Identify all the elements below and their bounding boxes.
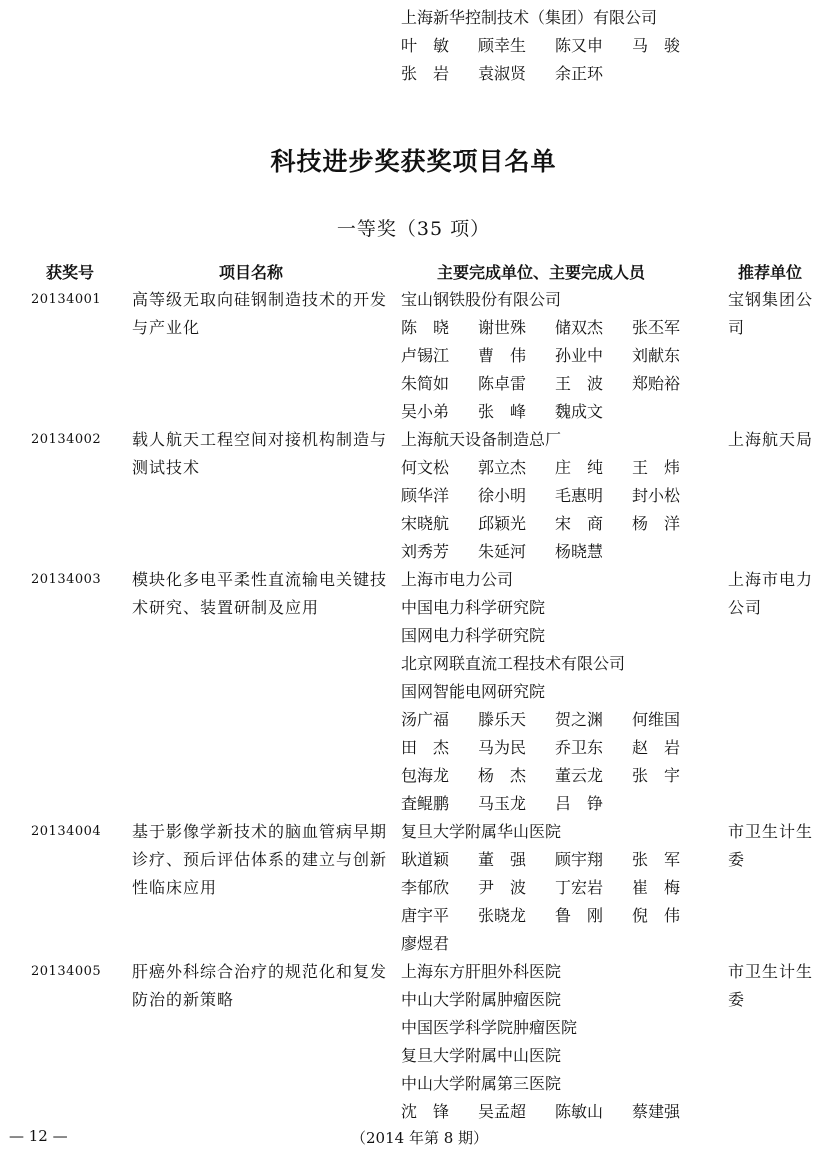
recommender: 上海市电力公司 [728, 570, 814, 617]
person-name: 陈又申 [555, 36, 604, 55]
award-number: 20134001 [31, 292, 102, 307]
person-name: 杨 洋 [632, 514, 681, 533]
recommender: 宝钢集团公司 [728, 290, 814, 337]
person-name: 丁宏岩 [555, 878, 604, 897]
completion-unit: 复旦大学附属中山医院 [401, 1046, 562, 1065]
completion-unit: 宝山钢铁股份有限公司 [401, 290, 562, 309]
person-name: 宋 商 [555, 514, 604, 533]
person-name: 赵 岩 [632, 738, 681, 757]
project-name: 基于影像学新技术的脑血管病早期诊疗、预后评估体系的建立与创新性临床应用 [132, 822, 388, 897]
people-row [401, 398, 632, 426]
person-name: 顾幸生 [478, 36, 527, 55]
recommender: 市卫生计生委 [728, 962, 814, 1009]
person-name: 汤广福 [401, 710, 450, 729]
person-name: 包海龙 [401, 766, 450, 785]
person-name: 吕 铮 [555, 794, 604, 813]
completion-unit: 中山大学附属肿瘤医院 [401, 990, 562, 1009]
person-name: 张 峰 [478, 402, 527, 421]
project-name: 模块化多电平柔性直流输电关键技术研究、装置研制及应用 [132, 570, 388, 617]
person-name: 陈卓雷 [478, 374, 527, 393]
person-name: 贺之渊 [555, 710, 604, 729]
person-name: 储双杰 [555, 318, 604, 337]
completion-unit: 北京网联直流工程技术有限公司 [401, 654, 626, 673]
people-row [401, 538, 632, 566]
completion-unit: 国网电力科学研究院 [401, 626, 546, 645]
people-row [401, 706, 709, 734]
person-name: 毛惠明 [555, 486, 604, 505]
person-name: 顾宇翔 [555, 850, 604, 869]
award-number: 20134005 [31, 964, 102, 979]
person-name: 滕乐天 [478, 710, 527, 729]
person-name: 唐宇平 [401, 906, 450, 925]
header-main: 主要完成单位、主要完成人员 [437, 263, 646, 282]
person-name: 马为民 [478, 738, 527, 757]
completion-unit: 国网智能电网研究院 [401, 682, 546, 701]
project-name: 肝癌外科综合治疗的规范化和复发防治的新策略 [132, 962, 388, 1009]
person-name: 张丕军 [632, 318, 681, 337]
person-name: 卢锡江 [401, 346, 450, 365]
person-name: 鲁 刚 [555, 906, 604, 925]
person-name: 叶 敏 [401, 36, 450, 55]
person-name: 廖煜君 [401, 934, 450, 953]
completion-unit: 复旦大学附属华山医院 [401, 822, 562, 841]
person-name: 陈 晓 [401, 318, 450, 337]
person-name: 庄 纯 [555, 458, 604, 477]
person-name: 马 骏 [632, 36, 681, 55]
person-name: 耿道颖 [401, 850, 450, 869]
people-row [401, 482, 709, 510]
top-people-row [401, 32, 709, 60]
person-name: 朱简如 [401, 374, 450, 393]
people-row [401, 930, 478, 958]
person-name: 何维国 [632, 710, 681, 729]
section-subtitle: 一等奖（35 项） [336, 218, 491, 240]
person-name: 乔卫东 [555, 738, 604, 757]
page-title: 科技进步奖获奖项目名单 [270, 147, 557, 176]
person-name: 王 炜 [632, 458, 681, 477]
person-name: 封小松 [632, 486, 681, 505]
completion-unit: 中国医学科学院肿瘤医院 [401, 1018, 578, 1037]
person-name: 陈敏山 [555, 1102, 604, 1121]
person-name: 宋晓航 [401, 514, 450, 533]
person-name: 张 军 [632, 850, 681, 869]
top-people-row [401, 60, 632, 88]
header-project: 项目名称 [219, 263, 284, 282]
completion-unit: 上海市电力公司 [401, 570, 514, 589]
people-row [401, 370, 709, 398]
person-name: 李郁欣 [401, 878, 450, 897]
completion-unit: 上海航天设备制造总厂 [401, 430, 562, 449]
recommender: 上海航天局 [728, 430, 814, 449]
person-name: 张晓龙 [478, 906, 527, 925]
person-name: 董 强 [478, 850, 527, 869]
completion-unit: 上海东方肝胆外科医院 [401, 962, 562, 981]
person-name: 吴小弟 [401, 402, 450, 421]
person-name: 沈 锋 [401, 1102, 450, 1121]
completion-unit: 中国电力科学研究院 [401, 598, 546, 617]
person-name: 郑贻裕 [632, 374, 681, 393]
header-award-no: 获奖号 [46, 263, 95, 282]
person-name: 吴孟超 [478, 1102, 527, 1121]
person-name: 査鲲鹏 [401, 794, 450, 813]
person-name: 袁淑贤 [478, 64, 527, 83]
person-name: 张 岩 [401, 64, 450, 83]
person-name: 田 杰 [401, 738, 450, 757]
person-name: 魏成文 [555, 402, 604, 421]
people-row [401, 342, 709, 370]
people-row [401, 762, 709, 790]
person-name: 王 波 [555, 374, 604, 393]
person-name: 何文松 [401, 458, 450, 477]
people-row [401, 510, 709, 538]
person-name: 孙业中 [555, 346, 604, 365]
people-row [401, 846, 709, 874]
person-name: 邱颖光 [478, 514, 527, 533]
person-name: 马玉龙 [478, 794, 527, 813]
top-company: 上海新华控制技术（集团）有限公司 [401, 8, 658, 27]
person-name: 谢世殊 [478, 318, 527, 337]
person-name: 刘献东 [632, 346, 681, 365]
person-name: 张 宇 [632, 766, 681, 785]
people-row [401, 454, 709, 482]
person-name: 董云龙 [555, 766, 604, 785]
person-name: 崔 梅 [632, 878, 681, 897]
person-name: 蔡建强 [632, 1102, 681, 1121]
page-number: — 12 — [9, 1127, 68, 1145]
people-row [401, 902, 709, 930]
person-name: 刘秀芳 [401, 542, 450, 561]
project-name: 高等级无取向硅钢制造技术的开发与产业化 [132, 290, 388, 337]
award-number: 20134002 [31, 432, 102, 447]
award-number: 20134004 [31, 824, 102, 839]
person-name: 郭立杰 [478, 458, 527, 477]
person-name: 曹 伟 [478, 346, 527, 365]
person-name: 余正环 [555, 64, 604, 83]
person-name: 杨 杰 [478, 766, 527, 785]
person-name: 徐小明 [478, 486, 527, 505]
people-row [401, 1098, 709, 1126]
person-name: 顾华洋 [401, 486, 450, 505]
people-row [401, 314, 709, 342]
people-row [401, 874, 709, 902]
person-name: 朱延河 [478, 542, 527, 561]
people-row [401, 790, 632, 818]
person-name: 杨晓慧 [555, 542, 604, 561]
header-recommender: 推荐单位 [738, 263, 803, 282]
issue-label: （2014 年第 8 期） [351, 1129, 489, 1147]
person-name: 倪 伟 [632, 906, 681, 925]
person-name: 尹 波 [478, 878, 527, 897]
award-number: 20134003 [31, 572, 102, 587]
completion-unit: 中山大学附属第三医院 [401, 1074, 562, 1093]
project-name: 载人航天工程空间对接机构制造与测试技术 [132, 430, 388, 477]
recommender: 市卫生计生委 [728, 822, 814, 869]
people-row [401, 734, 709, 762]
